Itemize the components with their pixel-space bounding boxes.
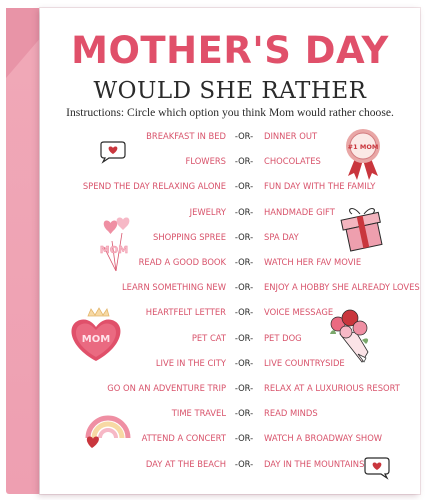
option-left[interactable]: ATTEND A CONCERT [141, 433, 226, 444]
option-left[interactable]: SHOPPING SPREE [153, 231, 226, 242]
or-separator: -OR- [234, 181, 254, 192]
or-separator: -OR- [234, 383, 254, 393]
card-subtitle: WOULD SHE RATHER [93, 78, 367, 104]
or-separator: -OR- [234, 131, 254, 141]
card-title: MOTHER'S DAY [71, 29, 389, 72]
crowned-heart-icon [64, 306, 128, 364]
or-separator: -OR- [234, 257, 254, 267]
or-separator: -OR- [234, 206, 254, 217]
or-separator: -OR- [234, 408, 254, 419]
option-left[interactable]: LIVE IN THE CITY [155, 357, 226, 368]
option-left[interactable]: TIME TRAVEL [171, 408, 226, 419]
flower-bouquet-icon [322, 304, 380, 366]
option-right[interactable]: DAY IN THE MOUNTAINS [264, 458, 365, 469]
balloon-text: MOM [99, 245, 129, 256]
or-separator: -OR- [234, 307, 254, 318]
option-right[interactable]: READ MINDS [264, 408, 318, 419]
option-right[interactable]: WATCH HER FAV MOVIE [264, 257, 362, 267]
option-row [40, 281, 420, 293]
option-left[interactable]: JEWELRY [189, 206, 226, 217]
or-separator: -OR- [234, 231, 254, 242]
option-left[interactable]: DAY AT THE BEACH [145, 458, 226, 469]
badge-text: #1 MOM [347, 143, 379, 151]
mom-balloons-icon [92, 213, 136, 275]
option-row [40, 180, 420, 192]
option-right[interactable]: CHOCOLATES [264, 156, 321, 167]
option-left[interactable]: SPEND THE DAY RELAXING ALONE [82, 181, 226, 192]
option-right[interactable]: LIVE COUNTRYSIDE [264, 357, 345, 368]
option-left[interactable]: PET CAT [191, 332, 226, 343]
option-left[interactable]: LEARN SOMETHING NEW [122, 282, 226, 293]
or-separator: -OR- [234, 433, 254, 444]
card-instructions: Instructions: Circle which option you think Mom would rather choose. [66, 106, 394, 119]
speech-heart-icon [362, 456, 392, 480]
option-row [40, 382, 420, 394]
option-left[interactable]: READ A GOOD BOOK [138, 257, 226, 267]
option-right[interactable]: RELAX AT A LUXURIOUS RESORT [264, 383, 400, 393]
option-right[interactable]: ENJOY A HOBBY SHE ALREADY LOVES [264, 282, 420, 293]
option-left[interactable]: BREAKFAST IN BED [146, 131, 226, 141]
or-separator: -OR- [234, 282, 254, 293]
or-separator: -OR- [234, 458, 254, 469]
ribbon-badge-icon [338, 126, 390, 182]
option-right[interactable]: DINNER OUT [264, 131, 318, 141]
speech-heart-icon [98, 140, 128, 164]
greeting-card [40, 8, 420, 494]
option-right[interactable]: VOICE MESSAGE [264, 307, 334, 318]
rainbow-icon [82, 406, 134, 450]
option-left[interactable]: FLOWERS [185, 156, 226, 167]
gift-box-icon [338, 200, 388, 254]
heart-text: MOM [81, 334, 111, 345]
option-right[interactable]: WATCH A BROADWAY SHOW [264, 433, 383, 444]
option-left[interactable]: HEARTFELT LETTER [145, 307, 226, 318]
or-separator: -OR- [234, 332, 254, 343]
or-separator: -OR- [234, 357, 254, 368]
option-right[interactable]: SPA DAY [264, 231, 299, 242]
option-left[interactable]: GO ON AN ADVENTURE TRIP [107, 383, 226, 393]
option-right[interactable]: HANDMADE GIFT [264, 206, 335, 217]
option-right[interactable]: PET DOG [264, 332, 302, 343]
option-right[interactable]: FUN DAY WITH THE FAMILY [264, 181, 376, 192]
or-separator: -OR- [234, 156, 254, 167]
